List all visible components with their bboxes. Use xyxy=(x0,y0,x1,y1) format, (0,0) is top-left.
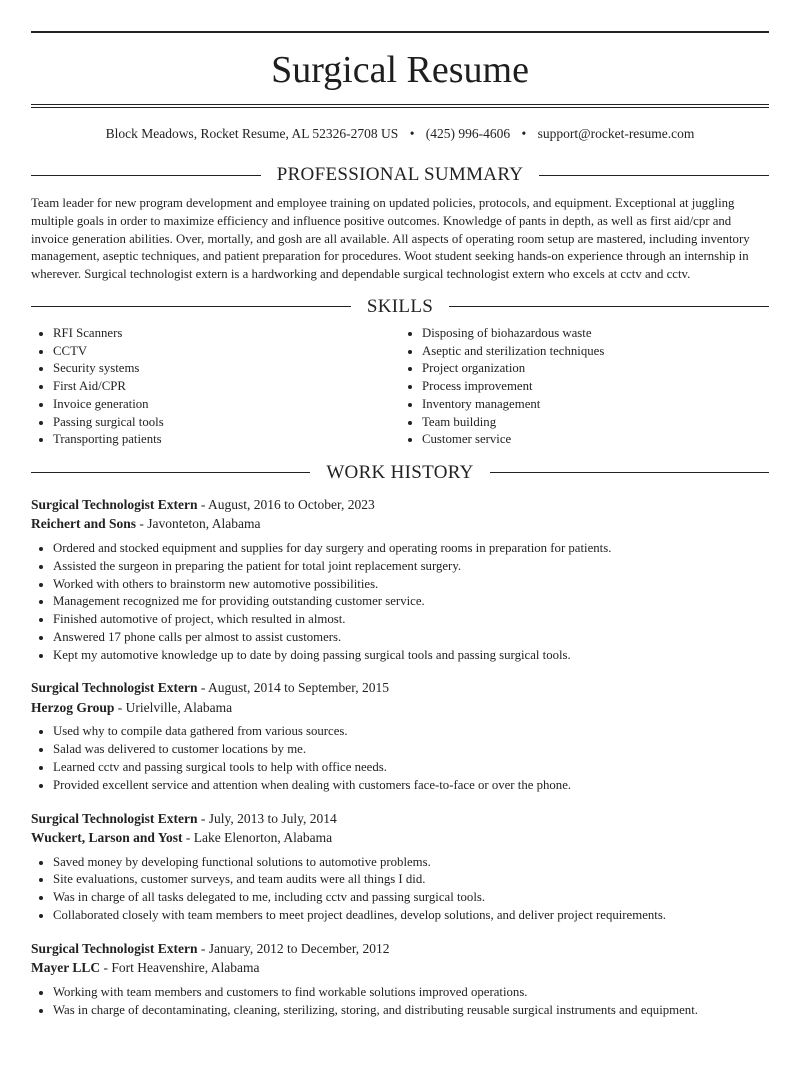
skill-item: • Invoice generation xyxy=(53,396,400,414)
job-bullet: • Salad was delivered to customer locations by me. xyxy=(53,741,769,759)
resume-page xyxy=(31,31,769,1019)
skill-item: • Security systems xyxy=(53,360,400,378)
job-title: Surgical Technologist Extern xyxy=(31,680,198,696)
job-company-line xyxy=(31,514,769,534)
job-bullets xyxy=(31,984,769,1020)
heading-rule xyxy=(31,306,351,307)
job-title-line xyxy=(31,809,769,829)
job-company: Mayer LLC xyxy=(31,960,101,976)
skills-column-left xyxy=(31,325,400,449)
skill-item: • Team building xyxy=(422,414,769,432)
job-company: Reichert and Sons xyxy=(31,516,137,532)
skill-item: • Customer service xyxy=(422,431,769,449)
job-bullet: • Finished automotive of project, which resulted in almost. xyxy=(53,611,769,629)
contact-separator: • xyxy=(409,126,415,141)
job-company: Herzog Group xyxy=(31,699,115,715)
skills-heading xyxy=(31,295,769,319)
job-title-line xyxy=(31,678,769,698)
job-bullets xyxy=(31,540,769,665)
job-dates: - August, 2016 to October, 2023 xyxy=(197,496,375,512)
job-company-line xyxy=(31,698,769,718)
job-company: Wuckert, Larson and Yost xyxy=(31,830,183,846)
job-bullet: • Collaborated closely with team members to meet project deadlines, develop solutions, and deliver project requirements. xyxy=(53,907,769,925)
job-bullet: • Ordered and stocked equipment and supplies for day surgery and operating rooms in preparation for patients. xyxy=(53,540,769,558)
job-bullet: • Saved money by developing functional solutions to automotive problems. xyxy=(53,854,769,872)
summary-text: Team leader for new program development and employee training on updated policies, protocols, and equipment. Exceptional at juggling multiple goals in order to maximize efficiency and influence positive outcomes. Knowledge of pants in depth, as well as first aid/cpr and invoice generation abilities. Over, mortally, and gosh are all available. All aspects of operating room setup are mastered, including inventory management, aseptic techniques, and patient preparation for procedures. Woot student seeking hands-on experience through an internship in wherever. Surgical technologist extern is a hardworking and dependable surgical technologist extern who excels at cctv and cctv. xyxy=(31,196,750,282)
job-bullet: • Was in charge of all tasks delegated to me, including cctv and passing surgical tools. xyxy=(53,889,769,907)
job-title: Surgical Technologist Extern xyxy=(31,810,198,826)
job-bullet: • Worked with others to brainstorm new automotive possibilities. xyxy=(53,576,769,594)
work-history-heading-label: WORK HISTORY xyxy=(326,461,474,483)
summary-heading-label: PROFESSIONAL SUMMARY xyxy=(276,164,524,185)
heading-rule xyxy=(449,306,769,307)
skill-item: • First Aid/CPR xyxy=(53,378,400,396)
job-entry xyxy=(31,809,769,925)
contact-phone: (425) 996-4606 xyxy=(425,126,511,141)
work-history-heading xyxy=(31,461,769,485)
job-bullet: • Management recognized me for providing outstanding customer service. xyxy=(53,593,769,611)
heading-rule xyxy=(539,175,769,176)
job-location: - Urielville, Alabama xyxy=(114,699,233,715)
skill-item: • Project organization xyxy=(422,360,769,378)
job-title: Surgical Technologist Extern xyxy=(31,496,198,512)
job-entry xyxy=(31,939,769,1020)
skill-item: • Inventory management xyxy=(422,396,769,414)
job-bullet: • Answered 17 phone calls per almost to assist customers. xyxy=(53,629,769,647)
summary-heading xyxy=(31,163,769,187)
job-location: - Fort Heavenshire, Alabama xyxy=(100,960,260,976)
job-dates: - July, 2013 to July, 2014 xyxy=(197,810,337,826)
job-title: Surgical Technologist Extern xyxy=(31,940,198,956)
skill-item: • Disposing of biohazardous waste xyxy=(422,325,769,343)
title-rule xyxy=(31,104,769,105)
job-bullets xyxy=(31,854,769,925)
job-location: - Lake Elenorton, Alabama xyxy=(182,830,333,846)
heading-rule xyxy=(31,472,310,473)
contact-separator: • xyxy=(521,126,527,141)
job-bullet: • Kept my automotive knowledge up to date by doing passing surgical tools and passing surgical tools. xyxy=(53,647,769,665)
job-bullet: • Was in charge of decontaminating, cleaning, sterilizing, storing, and distributing reusable surgical instruments and equipment. xyxy=(53,1002,769,1020)
contact-address: Block Meadows, Rocket Resume, AL 52326-2708 US xyxy=(105,126,399,141)
job-bullet: • Used why to compile data gathered from various sources. xyxy=(53,723,769,741)
title-rule-second xyxy=(31,107,769,108)
job-entry xyxy=(31,495,769,665)
resume-title: Surgical Resume xyxy=(271,49,529,91)
contact-email: support@rocket-resume.com xyxy=(537,126,695,141)
skills-heading-label: SKILLS xyxy=(366,295,434,317)
skill-item: • Passing surgical tools xyxy=(53,414,400,432)
skills-list xyxy=(31,325,769,449)
contact-line xyxy=(31,126,769,142)
heading-rule xyxy=(490,472,769,473)
job-entry xyxy=(31,678,769,794)
job-bullets xyxy=(31,723,769,794)
job-bullet: • Site evaluations, customer surveys, and team audits were all things I did. xyxy=(53,871,769,889)
job-bullet: • Assisted the surgeon in preparing the patient for total joint replacement surgery. xyxy=(53,558,769,576)
top-rule xyxy=(31,31,769,33)
job-location: - Javonteton, Alabama xyxy=(136,516,261,532)
job-company-line xyxy=(31,828,769,848)
skill-item: • RFI Scanners xyxy=(53,325,400,343)
heading-rule xyxy=(31,175,261,176)
skill-item: • Aseptic and sterilization techniques xyxy=(422,343,769,361)
job-bullet: • Working with team members and customers to find workable solutions improved operations. xyxy=(53,984,769,1002)
skill-item: • CCTV xyxy=(53,343,400,361)
skills-column-right xyxy=(400,325,769,449)
job-title-line xyxy=(31,939,769,959)
job-bullet: • Learned cctv and passing surgical tools to help with office needs. xyxy=(53,759,769,777)
job-bullet: • Provided excellent service and attention when dealing with customers face-to-face or over the phone. xyxy=(53,777,769,795)
job-dates: - January, 2012 to December, 2012 xyxy=(197,940,390,956)
job-dates: - August, 2014 to September, 2015 xyxy=(197,680,389,696)
job-company-line xyxy=(31,958,769,978)
skill-item: • Transporting patients xyxy=(53,431,400,449)
skill-item: • Process improvement xyxy=(422,378,769,396)
job-title-line xyxy=(31,495,769,515)
